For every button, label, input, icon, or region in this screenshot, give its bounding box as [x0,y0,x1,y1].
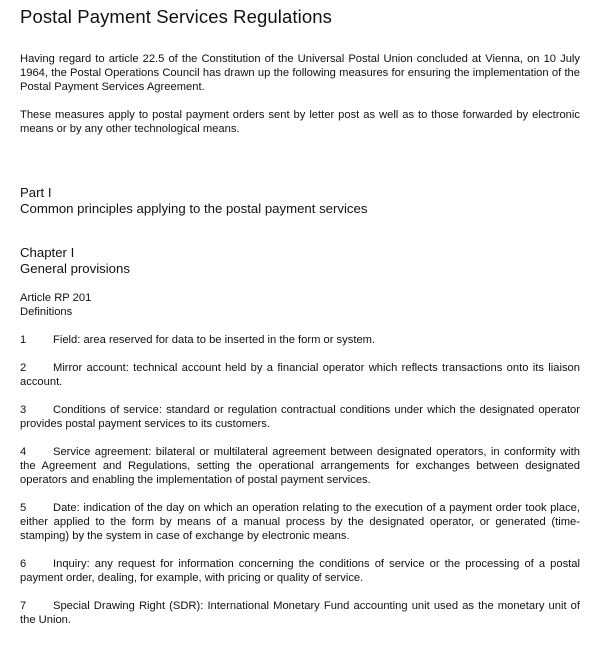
document-title: Postal Payment Services Regulations [20,6,332,27]
definition-number: 5 [20,502,27,514]
definition-text: Conditions of service: standard or regulation contractual conditions under which the designated operator provides postal payment services to its customers. [20,404,580,430]
definition-item [20,403,580,431]
article-number: Article RP 201 [20,292,92,304]
definitions-list [20,333,580,627]
definition-item [20,333,580,347]
intro-paragraph: Having regard to article 22.5 of the Constitution of the Universal Postal Union concluded at Vienna, on 10 July 1964, the Postal Operations Council has drawn up the following measures for ensuring the implementation of the Postal Payment Services Agreement. [20,53,580,93]
article-heading [20,291,580,319]
definition-number: 4 [20,446,27,458]
article-title: Definitions [20,306,73,318]
definition-item [20,599,580,627]
chapter-heading [20,245,580,277]
definition-item [20,501,580,543]
chapter-number: Chapter I [20,245,75,260]
definition-text: Mirror account: technical account held by a financial operator which reflects transactions onto its liaison account. [20,362,580,388]
definition-item [20,445,580,487]
part-title: Common principles applying to the postal payment services [20,201,368,216]
definition-number: 3 [20,404,27,416]
definition-text: Service agreement: bilateral or multilateral agreement between designated operators, in conformity with the Agreement and Regulations, setting the operational arrangements for exchanges between designated operators and enabling the implementation of postal payment services. [20,446,580,486]
definition-number: 7 [20,600,27,612]
intro-paragraph: These measures apply to postal payment orders sent by letter post as well as to those forwarded by electronic means or by any other technological means. [20,109,580,135]
part-number: Part I [20,185,52,200]
definition-text: Inquiry: any request for information concerning the conditions of service or the processing of a postal payment order, dealing, for example, with pricing or quality of service. [20,558,580,584]
definition-number: 1 [20,334,27,346]
definition-text: Special Drawing Right (SDR): International Monetary Fund accounting unit used as the monetary unit of the Union. [20,600,580,626]
definition-text: Field: area reserved for data to be inserted in the form or system. [53,334,376,346]
definition-number: 6 [20,558,27,570]
definition-item [20,557,580,585]
definition-number: 2 [20,362,27,374]
chapter-title: General provisions [20,261,130,276]
definition-text: Date: indication of the day on which an operation relating to the execution of a payment order took place, either applied to the form by means of a manual process by the designated operator, or generated (time-stamping) by the system in case of exchange by electronic means. [20,502,580,542]
part-heading [20,185,580,217]
definition-item [20,361,580,389]
